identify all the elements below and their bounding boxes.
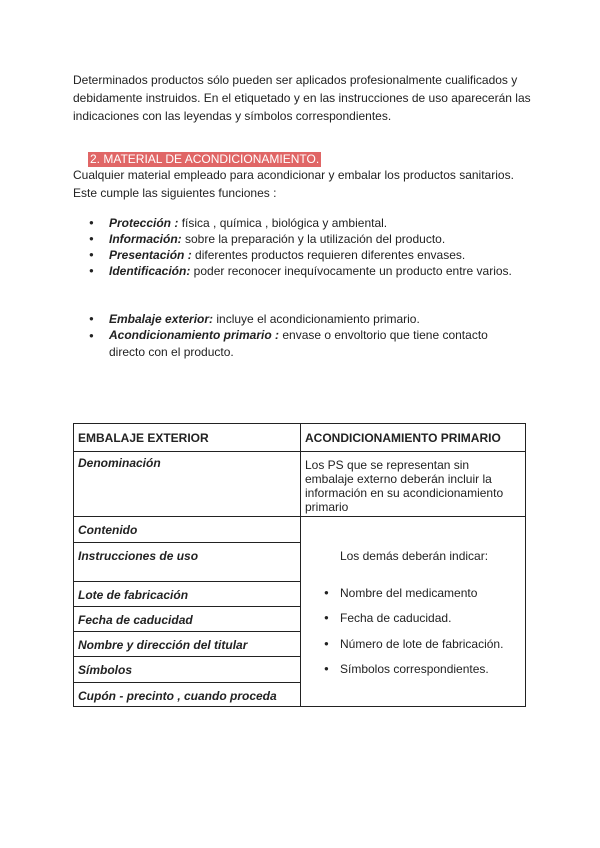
table-row-label: Contenido — [78, 523, 138, 537]
list-item: ● Identificación: poder reconocer inequívocamente un producto entre varios. — [73, 263, 533, 279]
table-note: Los PS que se representan sin embalaje externo deberán incluir la información en su acondicionamiento primario — [305, 458, 504, 514]
table-intro: Los demás deberán indicar: — [339, 549, 489, 563]
table-row-label: Cupón - precinto , cuando proceda — [78, 689, 277, 703]
section-description: Cualquier material empleado para acondicionar y embalar los productos sanitarios. Este cumple las siguientes funciones : — [73, 168, 514, 200]
list-item: ● Acondicionamiento primario : envase o envoltorio que tiene contacto directo con el producto. — [73, 327, 493, 361]
intro-paragraph: Determinados productos sólo pueden ser aplicados profesionalmente cualificados y debidamente instruidos. En el etiquetado y en las instrucciones de uso aparecerán las indicaciones con las leyendas y símbolos correspondientes. — [73, 73, 531, 123]
list-item: ● Fecha de caducidad. — [304, 611, 526, 625]
list-item: ● Presentación : diferentes productos requieren diferentes envases. — [73, 247, 533, 263]
list-item: ● Símbolos correspondientes. — [304, 662, 526, 676]
list-item: ● Protección : física , química , biológica y ambiental. — [73, 215, 533, 231]
table-row-label: Instrucciones de uso — [78, 549, 199, 563]
list-item: ● Nombre del medicamento — [304, 586, 526, 600]
table-row-label: Nombre y dirección del titular — [78, 638, 248, 652]
section-heading: 2. MATERIAL DE ACONDICIONAMIENTO. — [90, 152, 320, 166]
packaging-list — [73, 311, 493, 361]
list-item: ● Número de lote de fabricación. — [304, 637, 526, 651]
table-row-label: Fecha de caducidad — [78, 613, 193, 627]
table-row-label: Lote de fabricación — [78, 588, 189, 602]
table-header-exterior: EMBALAJE EXTERIOR — [78, 431, 209, 445]
list-item: ● Embalaje exterior: incluye el acondicionamiento primario. — [73, 311, 493, 327]
table-row-label: Símbolos — [78, 663, 133, 677]
packaging-table — [73, 423, 526, 707]
table-row-label: Denominación — [78, 456, 161, 470]
table-header-primario: ACONDICIONAMIENTO PRIMARIO — [305, 431, 501, 445]
list-item: ● Información: sobre la preparación y la utilización del producto. — [73, 231, 533, 247]
functions-list — [73, 215, 533, 279]
